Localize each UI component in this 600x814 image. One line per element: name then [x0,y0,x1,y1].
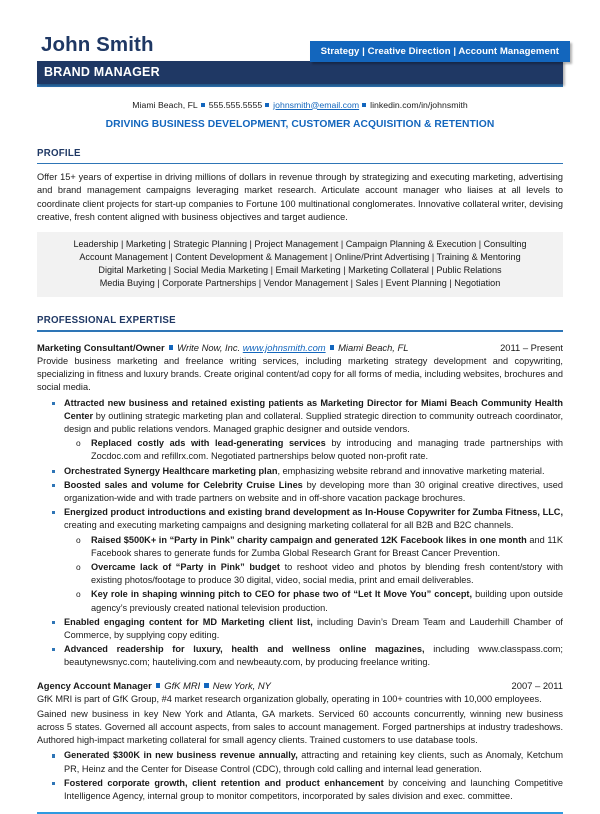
skills-row: Media Buying | Corporate Partnerships | Vendor Management | Sales | Event Planning | Negotiation [99,278,501,289]
core-skills-box [37,232,563,297]
bullet-bold-text: Fostered corporate growth, client retention and product enhancement [64,777,384,788]
job-title: Agency Account Manager [37,679,152,691]
bullet-bold-text: Enabled engaging content for MD Marketing client list, [64,616,313,627]
bullet-rest-text: attracting and retaining key clients, such as Anomaly, Ketchum PR, Heinz and the Center for Disease Control (CDC), through cold calling and internal lead generation. [64,750,563,774]
contact-line [37,100,563,110]
sub-bullet-item [64,437,563,463]
contact-location: Miami Beach, FL [132,99,198,110]
tagline-box: Strategy | Creative Direction | Account Management [310,41,570,62]
sub-bullet-list [64,534,563,615]
job-bullet-list [37,397,563,670]
job-company: GfK MRI [164,679,201,691]
job-bullet-list [37,749,563,803]
profile-heading: PROFILE [37,147,81,159]
skills-row: Digital Marketing | Social Media Marketing | Email Marketing | Marketing Collateral | Public Relations [98,265,502,276]
job-location: Miami Beach, FL [338,341,409,353]
resume-body [0,143,600,804]
bullet-rest-text: by conceiving and launching Competitive Intelligence Agency, internal group to monitor competitors, incorporated by sales division and exec. committee. [64,777,564,801]
bullet-rest-text: by outlining strategic marketing plan and collateral. Supplied strategic direction to community outreach coordinator, design and public relations vendors. Managed graphic designer and outside vendors. [64,410,563,434]
job-title-text: BRAND MANAGER [44,65,160,80]
sub-bullet-rest-text: to reshoot video and photos by blending fresh content/story with existing photos/footage to produce 30 digital, video, social media, print and email deliverables. [91,561,563,586]
bullet-rest-text: , emphasizing website rebrand and innovative marketing material. [277,465,545,476]
bullet-item [37,777,563,803]
bullet-rest-text: including www.classpass.com; beautynewsnyc.com; hauteliving.com and newbeauty.com, by producing freelance writing. [64,644,563,668]
job-company-blurb: GfK MRI is part of GfK Group, #4 market research organization globally, operating in 100+ countries with 10,000 employees. [37,693,542,704]
separator-square-icon [156,683,161,688]
bullet-bold-text: Boosted sales and volume for Celebrity Cruise Lines [64,479,303,490]
job-entry [37,342,563,670]
bullet-item [37,479,563,505]
section-divider [37,163,563,165]
title-bar-wrapper [37,45,563,87]
sub-bullet-rest-text: and 11K Facebook shares to generate funds for Zumba Global Research Grant for Breast Cancer Prevention. [91,534,563,558]
job-company: Write Now, Inc. [177,341,241,353]
bullet-item [37,397,563,464]
separator-square-icon [169,345,174,350]
job-header [37,342,563,353]
bullet-bold-text: Orchestrated Synergy Healthcare marketing plan [64,465,278,476]
skills-row: Leadership | Marketing | Strategic Planning | Project Management | Campaign Planning & Execution | Consulting [73,238,527,249]
job-description: Gained new business in key New York and Atlanta, GA markets. Serviced 60 accounts concurrently, winning new business across 5 states. Governed all account aspects, from sales to account management. Forged partnerships at industry tradeshows. Authored high-impact marketing collateral for small agency clients. Trained customers to use database tools. [37,708,563,746]
sub-bullet-item [64,561,563,587]
separator-square-icon [265,103,269,107]
title-underline [37,84,563,87]
experience-section-header [37,310,563,332]
sub-bullet-rest-text: by introducing and managing trade partnerships with Zocdoc.com and refillrx.com. Negotiated partnerships below quoted non-profit rate. [91,438,563,462]
separator-square-icon [204,683,209,688]
job-header-left [37,342,500,353]
job-location: New York, NY [212,679,271,691]
experience-heading: PROFESSIONAL EXPERTISE [37,315,176,327]
sub-bullet-item [64,534,563,560]
job-header-left [37,680,512,691]
bullet-item [37,749,563,775]
contact-linkedin: linkedin.com/in/johnsmith [370,99,468,110]
job-dates: 2011 – Present [500,341,563,353]
skills-row: Account Management | Content Development & Management | Online/Print Advertising | Training & Mentoring [79,252,521,263]
job-dates: 2007 – 2011 [511,679,563,691]
objective-headline: DRIVING BUSINESS DEVELOPMENT, CUSTOMER ACQUISITION & RETENTION [105,118,495,130]
job-entry [37,680,563,804]
section-divider [37,330,563,332]
resume-header [0,0,600,130]
separator-square-icon [201,103,205,107]
candidate-name: John Smith [41,33,154,56]
contact-phone: 555.555.5555 [208,99,263,110]
bullet-bold-text: Advanced readership for luxury, health and wellness online magazines, [64,644,425,655]
bullet-item [37,465,563,478]
bullet-bold-text: Energized product introductions and existing brand development as In-House Copywriter for Zumba Fitness, LLC, [64,507,563,518]
sub-bullet-rest-text: building upon outside agency’s previously created national television production. [91,589,563,613]
sub-bullet-item [64,588,563,614]
job-description: Provide business marketing and freelance writing services, including marketing strategy development and copywriting, specializing in fitness and luxury brands. Create original content/ad copy for all forms of media, including websites, brochures and social media. [37,355,564,393]
sub-bullet-bold-text: Key role in shaping winning pitch to CEO for phase two of “Let It Move You” concept, [91,589,473,600]
separator-square-icon [362,103,366,107]
contact-email-link[interactable]: johnsmith@email.com [273,99,360,110]
sub-bullet-bold-text: Raised $500K+ in “Party in Pink” charity campaign and generated 12K Facebook likes in one month [91,534,527,545]
sub-bullet-bold-text: Replaced costly ads with lead-generating services [91,438,326,449]
job-title: Marketing Consultant/Owner [37,341,165,353]
bullet-rest-text: by developing more than 30 original creative directives, used organization-wide and with trade partners on website and in off-shore vacation package brochures. [64,479,563,503]
sub-bullet-list [64,437,563,463]
bullet-rest-text: including Davin’s Dream Team and Lauderhill Chamber of Commerce, by supplying copy editing. [64,616,563,640]
job-header [37,680,563,691]
bullet-item [37,643,563,669]
profile-section-header [37,143,563,165]
separator-square-icon [330,345,335,350]
bullet-item [37,506,563,615]
bullet-rest-text: creating and executing marketing campaigns and designing marketing collateral for all B2B and B2C channels. [64,520,514,531]
bullet-bold-text: Generated $300K in new business revenue annually, [64,750,298,761]
job-title-bar [37,61,563,84]
sub-bullet-bold-text: Overcame lack of “Party in Pink” budget [91,561,280,572]
bullet-bold-text: Attracted new business and retained existing patients as Marketing Director for Miami Beach Community Health Center [64,397,563,421]
job-website-link[interactable]: www.johnsmith.com [242,341,326,353]
profile-paragraph: Offer 15+ years of expertise in driving millions of dollars in revenue through by strategizing and executing marketing, advertising and brand management campaigns leveraging market research. Articulate account manager who liaises at all levels to coordinate client projects for start-up companies to Fortune 100 multinational conglomerates. Innovative collateral writer, devising creative, fresh content aligned with business objectives and target audience. [37,172,563,222]
bullet-item [37,616,563,642]
